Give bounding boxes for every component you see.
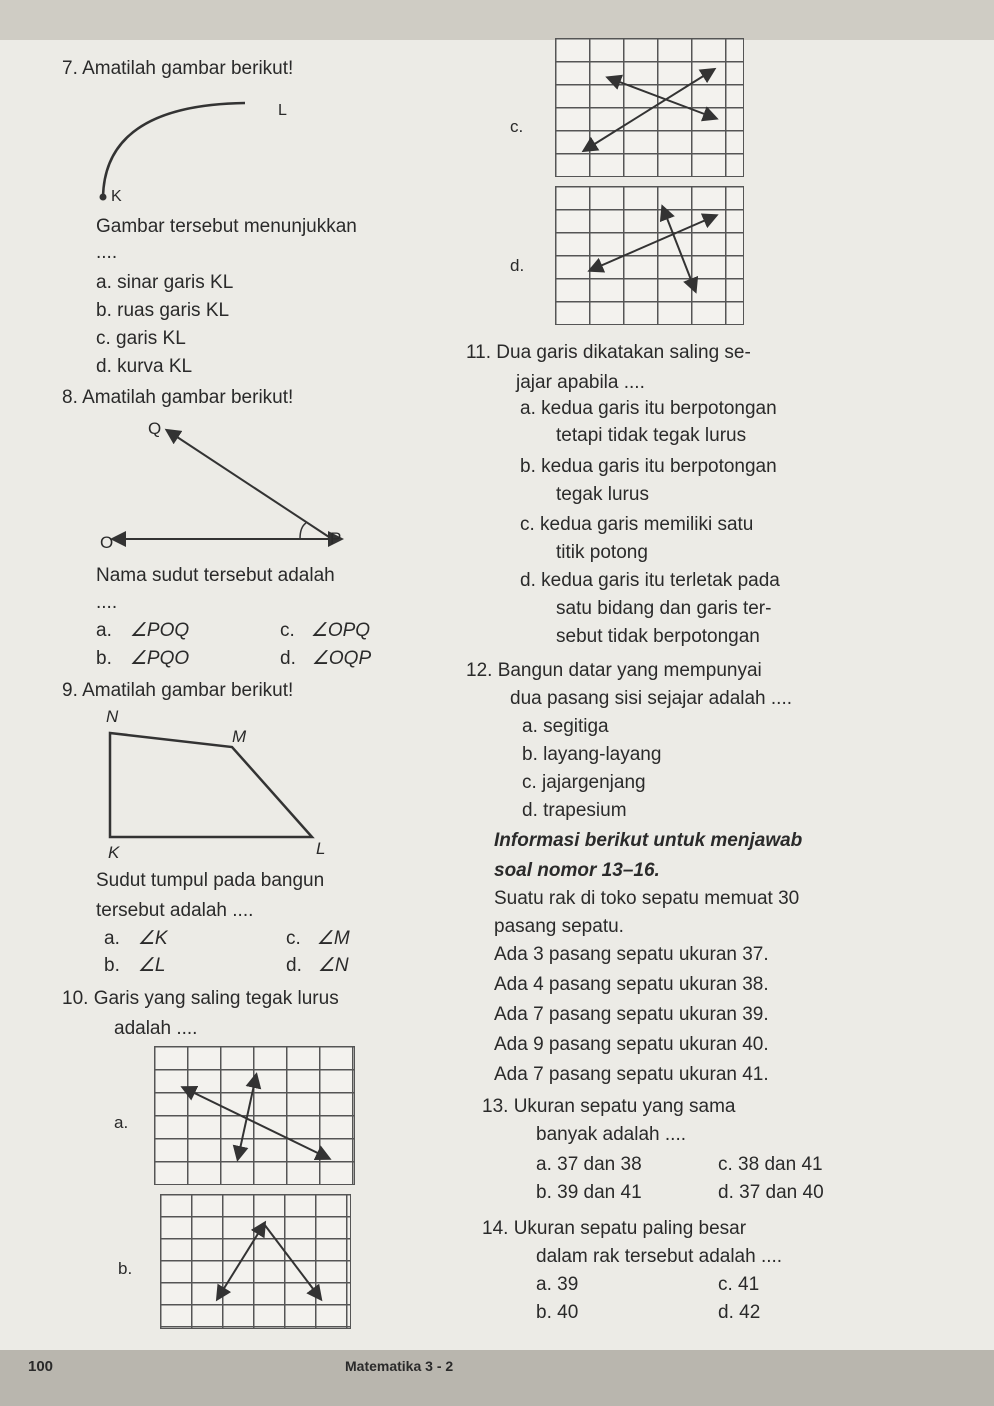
- q9-option-b-value: ∠L: [137, 955, 166, 976]
- q13-option-b[interactable]: b. 39 dan 41: [536, 1182, 642, 1203]
- q8-option-c[interactable]: [280, 620, 370, 642]
- q13-option-a[interactable]: a. 37 dan 38: [536, 1154, 642, 1175]
- info-line-1: Suatu rak di toko sepatu memuat 30: [494, 888, 800, 909]
- q7-stem: 7. Amatilah gambar berikut!: [62, 58, 294, 79]
- q9-option-b-letter: b.: [104, 955, 120, 976]
- q11-option-d-line2: satu bidang dan garis ter-: [556, 598, 772, 619]
- info-title-line1: Informasi berikut untuk menjawab: [494, 830, 803, 851]
- q9-option-a[interactable]: [104, 928, 168, 950]
- q9-stem: 9. Amatilah gambar berikut!: [62, 680, 294, 701]
- q9-prompt-line1: Sudut tumpul pada bangun: [96, 870, 325, 891]
- q11-option-d-line1[interactable]: d. kedua garis itu terletak pada: [520, 570, 780, 591]
- q13-stem-line2: banyak adalah ....: [536, 1124, 686, 1145]
- q10-option-b-letter: b.: [118, 1259, 133, 1278]
- q7-option-a[interactable]: a. sinar garis KL: [96, 272, 234, 293]
- q10-option-c-grid[interactable]: [555, 38, 744, 177]
- info-title-line2: soal nomor 13–16.: [494, 860, 660, 881]
- q8-dots: ....: [96, 592, 118, 613]
- q12-option-b[interactable]: b. layang-layang: [522, 744, 662, 765]
- q11-stem-line1: 11. Dua garis dikatakan saling se-: [466, 342, 751, 363]
- q10-option-c-letter: c.: [510, 117, 524, 136]
- q12-stem-line2: dua pasang sisi sejajar adalah ....: [510, 688, 793, 709]
- q14-option-c[interactable]: c. 41: [718, 1274, 760, 1295]
- q8-stem: 8. Amatilah gambar berikut!: [62, 387, 294, 408]
- q8-label-O: O: [100, 533, 114, 552]
- q8-option-d[interactable]: [280, 648, 371, 670]
- q8-label-Q: Q: [148, 419, 162, 438]
- q11-option-c-line2: titik potong: [556, 542, 648, 563]
- info-line-6: Ada 9 pasang sepatu ukuran 40.: [494, 1034, 769, 1055]
- q8-option-c-letter: c.: [280, 620, 295, 641]
- q12-option-a[interactable]: a. segitiga: [522, 716, 609, 737]
- q8-option-a-letter: a.: [96, 620, 112, 641]
- q12-option-c[interactable]: c. jajargenjang: [522, 772, 646, 793]
- q7-option-c[interactable]: c. garis KL: [96, 328, 186, 349]
- q9-label-L: L: [316, 839, 326, 858]
- q9-label-K: K: [108, 843, 120, 862]
- q10-option-b-lines: [160, 1194, 350, 1328]
- info-line-3: Ada 3 pasang sepatu ukuran 37.: [494, 944, 769, 965]
- q10-option-c-lines: [555, 38, 745, 178]
- info-line-7: Ada 7 pasang sepatu ukuran 41.: [494, 1064, 769, 1085]
- q10-option-d-letter: d.: [510, 256, 525, 275]
- q11-option-c-line1[interactable]: c. kedua garis memiliki satu: [520, 514, 754, 535]
- q9-option-a-letter: a.: [104, 928, 120, 949]
- q9-option-c-letter: c.: [286, 928, 301, 949]
- q7-label-K: K: [111, 188, 122, 205]
- q9-option-b[interactable]: [104, 955, 165, 977]
- q11-option-a-line2: tetapi tidak tegak lurus: [556, 425, 747, 446]
- q12-stem-line1: 12. Bangun datar yang mempunyai: [466, 660, 762, 681]
- q9-trapezoid-figure: [100, 715, 330, 845]
- top-edge: [0, 0, 994, 40]
- q14-stem-line2: dalam rak tersebut adalah ....: [536, 1246, 783, 1267]
- q11-option-b-line1[interactable]: b. kedua garis itu berpotongan: [520, 456, 777, 477]
- q7-dots: ....: [96, 242, 118, 263]
- q13-option-d[interactable]: d. 37 dan 40: [718, 1182, 824, 1203]
- q7-option-b[interactable]: b. ruas garis KL: [96, 300, 230, 321]
- info-line-4: Ada 4 pasang sepatu ukuran 38.: [494, 974, 769, 995]
- page-number: 100: [28, 1358, 54, 1375]
- q8-option-b[interactable]: [96, 648, 189, 670]
- q9-label-M: M: [232, 727, 247, 746]
- q7-arc-figure: [95, 85, 295, 215]
- q9-label-N: N: [106, 707, 119, 726]
- q10-stem-line2: adalah ....: [114, 1018, 198, 1039]
- q10-option-a-letter: a.: [114, 1113, 129, 1132]
- q11-option-b-line2: tegak lurus: [556, 484, 649, 505]
- info-line-2: pasang sepatu.: [494, 916, 624, 937]
- q13-stem-line1: 13. Ukuran sepatu yang sama: [482, 1096, 736, 1117]
- q10-option-a-lines: [154, 1046, 354, 1186]
- q9-option-d[interactable]: [286, 955, 349, 977]
- q10-option-d-lines: [555, 186, 745, 326]
- info-line-5: Ada 7 pasang sepatu ukuran 39.: [494, 1004, 769, 1025]
- q9-option-d-letter: d.: [286, 955, 302, 976]
- page-footer: [0, 1350, 994, 1406]
- q11-stem-line2: jajar apabila ....: [516, 372, 645, 393]
- q8-option-b-value: ∠PQO: [129, 648, 190, 669]
- q8-label-P: P: [330, 529, 342, 548]
- q8-option-c-value: ∠OPQ: [310, 620, 371, 641]
- q7-label-L: L: [278, 102, 287, 119]
- q8-option-a[interactable]: [96, 620, 189, 642]
- q14-option-b[interactable]: b. 40: [536, 1302, 579, 1323]
- q8-option-d-value: ∠OQP: [311, 648, 372, 669]
- q11-option-d-line3: sebut tidak berpotongan: [556, 626, 760, 647]
- q9-option-c-value: ∠M: [316, 928, 350, 949]
- q12-option-d[interactable]: d. trapesium: [522, 800, 627, 821]
- q10-stem-line1: 10. Garis yang saling tegak lurus: [62, 988, 339, 1009]
- q14-option-d[interactable]: d. 42: [718, 1302, 761, 1323]
- q10-option-b-grid[interactable]: [160, 1194, 351, 1329]
- q14-option-a[interactable]: a. 39: [536, 1274, 579, 1295]
- q8-angle-figure: [100, 415, 360, 555]
- q13-option-c[interactable]: c. 38 dan 41: [718, 1154, 823, 1175]
- q8-prompt: Nama sudut tersebut adalah: [96, 565, 335, 586]
- book-title: Matematika 3 - 2: [345, 1358, 454, 1374]
- q8-option-d-letter: d.: [280, 648, 296, 669]
- q10-option-a-grid[interactable]: [154, 1046, 355, 1185]
- q10-option-d-grid[interactable]: [555, 186, 744, 325]
- q9-option-c[interactable]: [286, 928, 350, 950]
- q9-prompt-line2: tersebut adalah ....: [96, 900, 254, 921]
- q9-option-a-value: ∠K: [137, 928, 168, 949]
- q7-prompt: Gambar tersebut menunjukkan: [96, 216, 357, 237]
- q11-option-a-line1[interactable]: a. kedua garis itu berpotongan: [520, 398, 777, 419]
- q7-option-d[interactable]: d. kurva KL: [96, 356, 193, 377]
- q8-option-a-value: ∠POQ: [129, 620, 190, 641]
- q9-option-d-value: ∠N: [317, 955, 349, 976]
- q14-stem-line1: 14. Ukuran sepatu paling besar: [482, 1218, 747, 1239]
- q8-option-b-letter: b.: [96, 648, 112, 669]
